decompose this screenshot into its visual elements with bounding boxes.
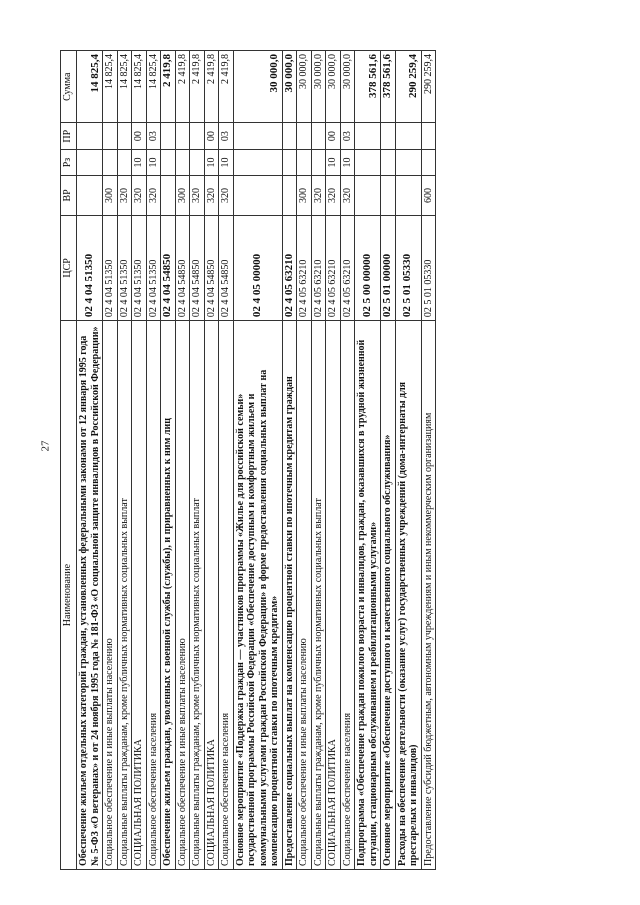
row-vr [381,176,396,216]
row-rz [161,149,176,175]
row-pr [117,123,132,149]
row-csr: 02 4 05 63210 [326,215,341,320]
table-row [395,51,421,870]
row-csr: 02 4 05 00000 [233,215,282,320]
row-name: СОЦИАЛЬНАЯ ПОЛИТИКА [204,321,219,870]
row-pr [77,123,103,149]
row-csr: 02 4 05 63210 [340,215,355,320]
row-csr: 02 4 04 54850 [219,215,234,320]
row-name: Основное мероприятие «Поддержка граждан — участников программы «Жилье для российской семьи» государственной программы Российской Федерации «Обеспечение доступным и комфортным жильем и коммунальными услугами граждан Российской Федерации» в форме предоставления социальных выплат на компенсацию процентной ставки по ипотечным кредитам» [233,321,282,870]
row-rz: 10 [204,149,219,175]
row-vr: 320 [132,176,147,216]
row-rz [297,149,312,175]
row-pr [175,123,190,149]
row-csr: 02 4 04 51350 [146,215,161,320]
row-name: Предоставление субсидий бюджетным, автономным учреждениям и иным некоммерческим организациям [421,321,436,870]
row-pr [103,123,118,149]
row-csr: 02 5 00 00000 [355,215,381,320]
table-row [146,51,161,870]
row-sum: 30 000,0 [282,51,297,123]
rotated-page [60,50,580,870]
row-rz: 10 [132,149,147,175]
table-row [204,51,219,870]
row-name: Подпрограмма «Обеспечение граждан пожилого возраста и инвалидов, граждан, оказавшихся в трудной жизненной ситуации, стационарным обслуживанием и реабилитационными услугами» [355,321,381,870]
header-vr: ВР [61,176,77,216]
row-sum: 30 000,0 [311,51,326,123]
row-vr [395,176,421,216]
table-row [175,51,190,870]
row-name: Социальное обеспечение населения [146,321,161,870]
row-vr: 320 [146,176,161,216]
row-csr: 02 4 04 51350 [117,215,132,320]
row-rz: 10 [219,149,234,175]
row-csr: 02 4 05 63210 [311,215,326,320]
table-row [219,51,234,870]
row-sum: 30 000,0 [233,51,282,123]
row-rz [355,149,381,175]
row-sum: 30 000,0 [340,51,355,123]
table-row [103,51,118,870]
row-rz [233,149,282,175]
row-vr: 320 [190,176,205,216]
row-rz [282,149,297,175]
row-rz [395,149,421,175]
row-name: Социальное обеспечение населения [219,321,234,870]
row-vr [355,176,381,216]
row-sum: 14 825,4 [103,51,118,123]
row-name: Расходы на обеспечение деятельности (оказание услуг) государственных учреждений (дома-интернаты для престарелых и инвалидов) [395,321,421,870]
row-pr [311,123,326,149]
row-sum: 2 419,8 [161,51,176,123]
row-vr: 300 [103,176,118,216]
row-csr: 02 5 01 00000 [381,215,396,320]
row-vr: 320 [204,176,219,216]
row-name: Социальное обеспечение и иные выплаты населению [103,321,118,870]
row-vr: 300 [297,176,312,216]
row-pr [381,123,396,149]
row-pr: 03 [146,123,161,149]
row-rz [103,149,118,175]
row-csr: 02 4 04 51350 [77,215,103,320]
row-name: Социальные выплаты гражданам, кроме публичных нормативных социальных выплат [311,321,326,870]
row-vr: 320 [117,176,132,216]
row-sum: 2 419,8 [190,51,205,123]
header-pr: ПР [61,123,77,149]
row-pr [355,123,381,149]
row-vr [282,176,297,216]
table-row [311,51,326,870]
row-pr [297,123,312,149]
row-name: Социальные выплаты гражданам, кроме публичных нормативных социальных выплат [117,321,132,870]
table-row [282,51,297,870]
row-csr: 02 4 05 63210 [282,215,297,320]
page-number: 27 [39,440,52,452]
header-csr: ЦСР [61,215,77,320]
row-sum: 378 561,6 [381,51,396,123]
row-rz [117,149,132,175]
row-pr: 03 [219,123,234,149]
row-pr: 03 [340,123,355,149]
table-row [190,51,205,870]
row-vr: 320 [326,176,341,216]
row-pr [421,123,436,149]
row-pr [233,123,282,149]
table-row [340,51,355,870]
table-body [77,51,436,870]
table-row [132,51,147,870]
table-header-row [61,51,77,870]
table-row [355,51,381,870]
row-sum: 2 419,8 [219,51,234,123]
row-pr [190,123,205,149]
row-sum: 30 000,0 [326,51,341,123]
row-pr [395,123,421,149]
row-vr: 320 [340,176,355,216]
row-sum: 14 825,4 [77,51,103,123]
row-pr [282,123,297,149]
table-row [161,51,176,870]
table-row [297,51,312,870]
row-vr: 300 [175,176,190,216]
row-sum: 2 419,8 [175,51,190,123]
row-rz [190,149,205,175]
row-sum: 14 825,4 [146,51,161,123]
row-name: Социальное обеспечение населения [340,321,355,870]
row-rz [381,149,396,175]
header-name: Наименование [61,321,77,870]
row-sum: 14 825,4 [132,51,147,123]
row-rz [175,149,190,175]
row-rz [77,149,103,175]
row-vr: 320 [311,176,326,216]
row-sum: 2 419,8 [204,51,219,123]
row-rz [311,149,326,175]
row-vr [77,176,103,216]
row-pr: 00 [204,123,219,149]
row-name: Предоставление социальных выплат на компенсацию процентной ставки по ипотечным кредитам граждан [282,321,297,870]
row-name: СОЦИАЛЬНАЯ ПОЛИТИКА [326,321,341,870]
row-rz [421,149,436,175]
row-name: Обеспечение жильем отдельных категорий граждан, установленных федеральными законами от 12 января 1995 года № 5-ФЗ «О ветеранах» и от 24 ноября 1995 года № 181-ФЗ «О социальной защите инвалидов в Российской Федерации» [77,321,103,870]
row-vr [161,176,176,216]
row-csr: 02 4 04 51350 [132,215,147,320]
header-rz: Рз [61,149,77,175]
row-pr [161,123,176,149]
row-name: Социальное обеспечение и иные выплаты населению [297,321,312,870]
row-csr: 02 4 04 54850 [204,215,219,320]
row-vr: 320 [219,176,234,216]
row-sum: 290 259,4 [395,51,421,123]
table-row [381,51,396,870]
table-row [326,51,341,870]
row-csr: 02 4 04 54850 [175,215,190,320]
row-name: СОЦИАЛЬНАЯ ПОЛИТИКА [132,321,147,870]
row-name: Социальные выплаты гражданам, кроме публичных нормативных социальных выплат [190,321,205,870]
row-csr: 02 5 01 05330 [395,215,421,320]
table-row [117,51,132,870]
table-row [77,51,103,870]
row-csr: 02 4 04 51350 [103,215,118,320]
row-csr: 02 4 04 54850 [161,215,176,320]
row-csr: 02 4 05 63210 [297,215,312,320]
row-sum: 14 825,4 [117,51,132,123]
row-name: Социальное обеспечение и иные выплаты населению [175,321,190,870]
table-row [421,51,436,870]
row-sum: 30 000,0 [297,51,312,123]
budget-table [60,50,436,870]
row-name: Основное мероприятие «Обеспечение доступного и качественного социального обслуживания» [381,321,396,870]
row-vr [233,176,282,216]
row-pr: 00 [132,123,147,149]
row-csr: 02 5 01 05330 [421,215,436,320]
row-rz: 10 [340,149,355,175]
table-row [233,51,282,870]
row-vr: 600 [421,176,436,216]
header-sum: Сумма [61,51,77,123]
row-rz: 10 [146,149,161,175]
row-sum: 290 259,4 [421,51,436,123]
row-name: Обеспечение жильем граждан, уволенных с военной службы (службы), и приравненных к ним лиц [161,321,176,870]
row-rz: 10 [326,149,341,175]
row-pr: 00 [326,123,341,149]
row-sum: 378 561,6 [355,51,381,123]
row-csr: 02 4 04 54850 [190,215,205,320]
